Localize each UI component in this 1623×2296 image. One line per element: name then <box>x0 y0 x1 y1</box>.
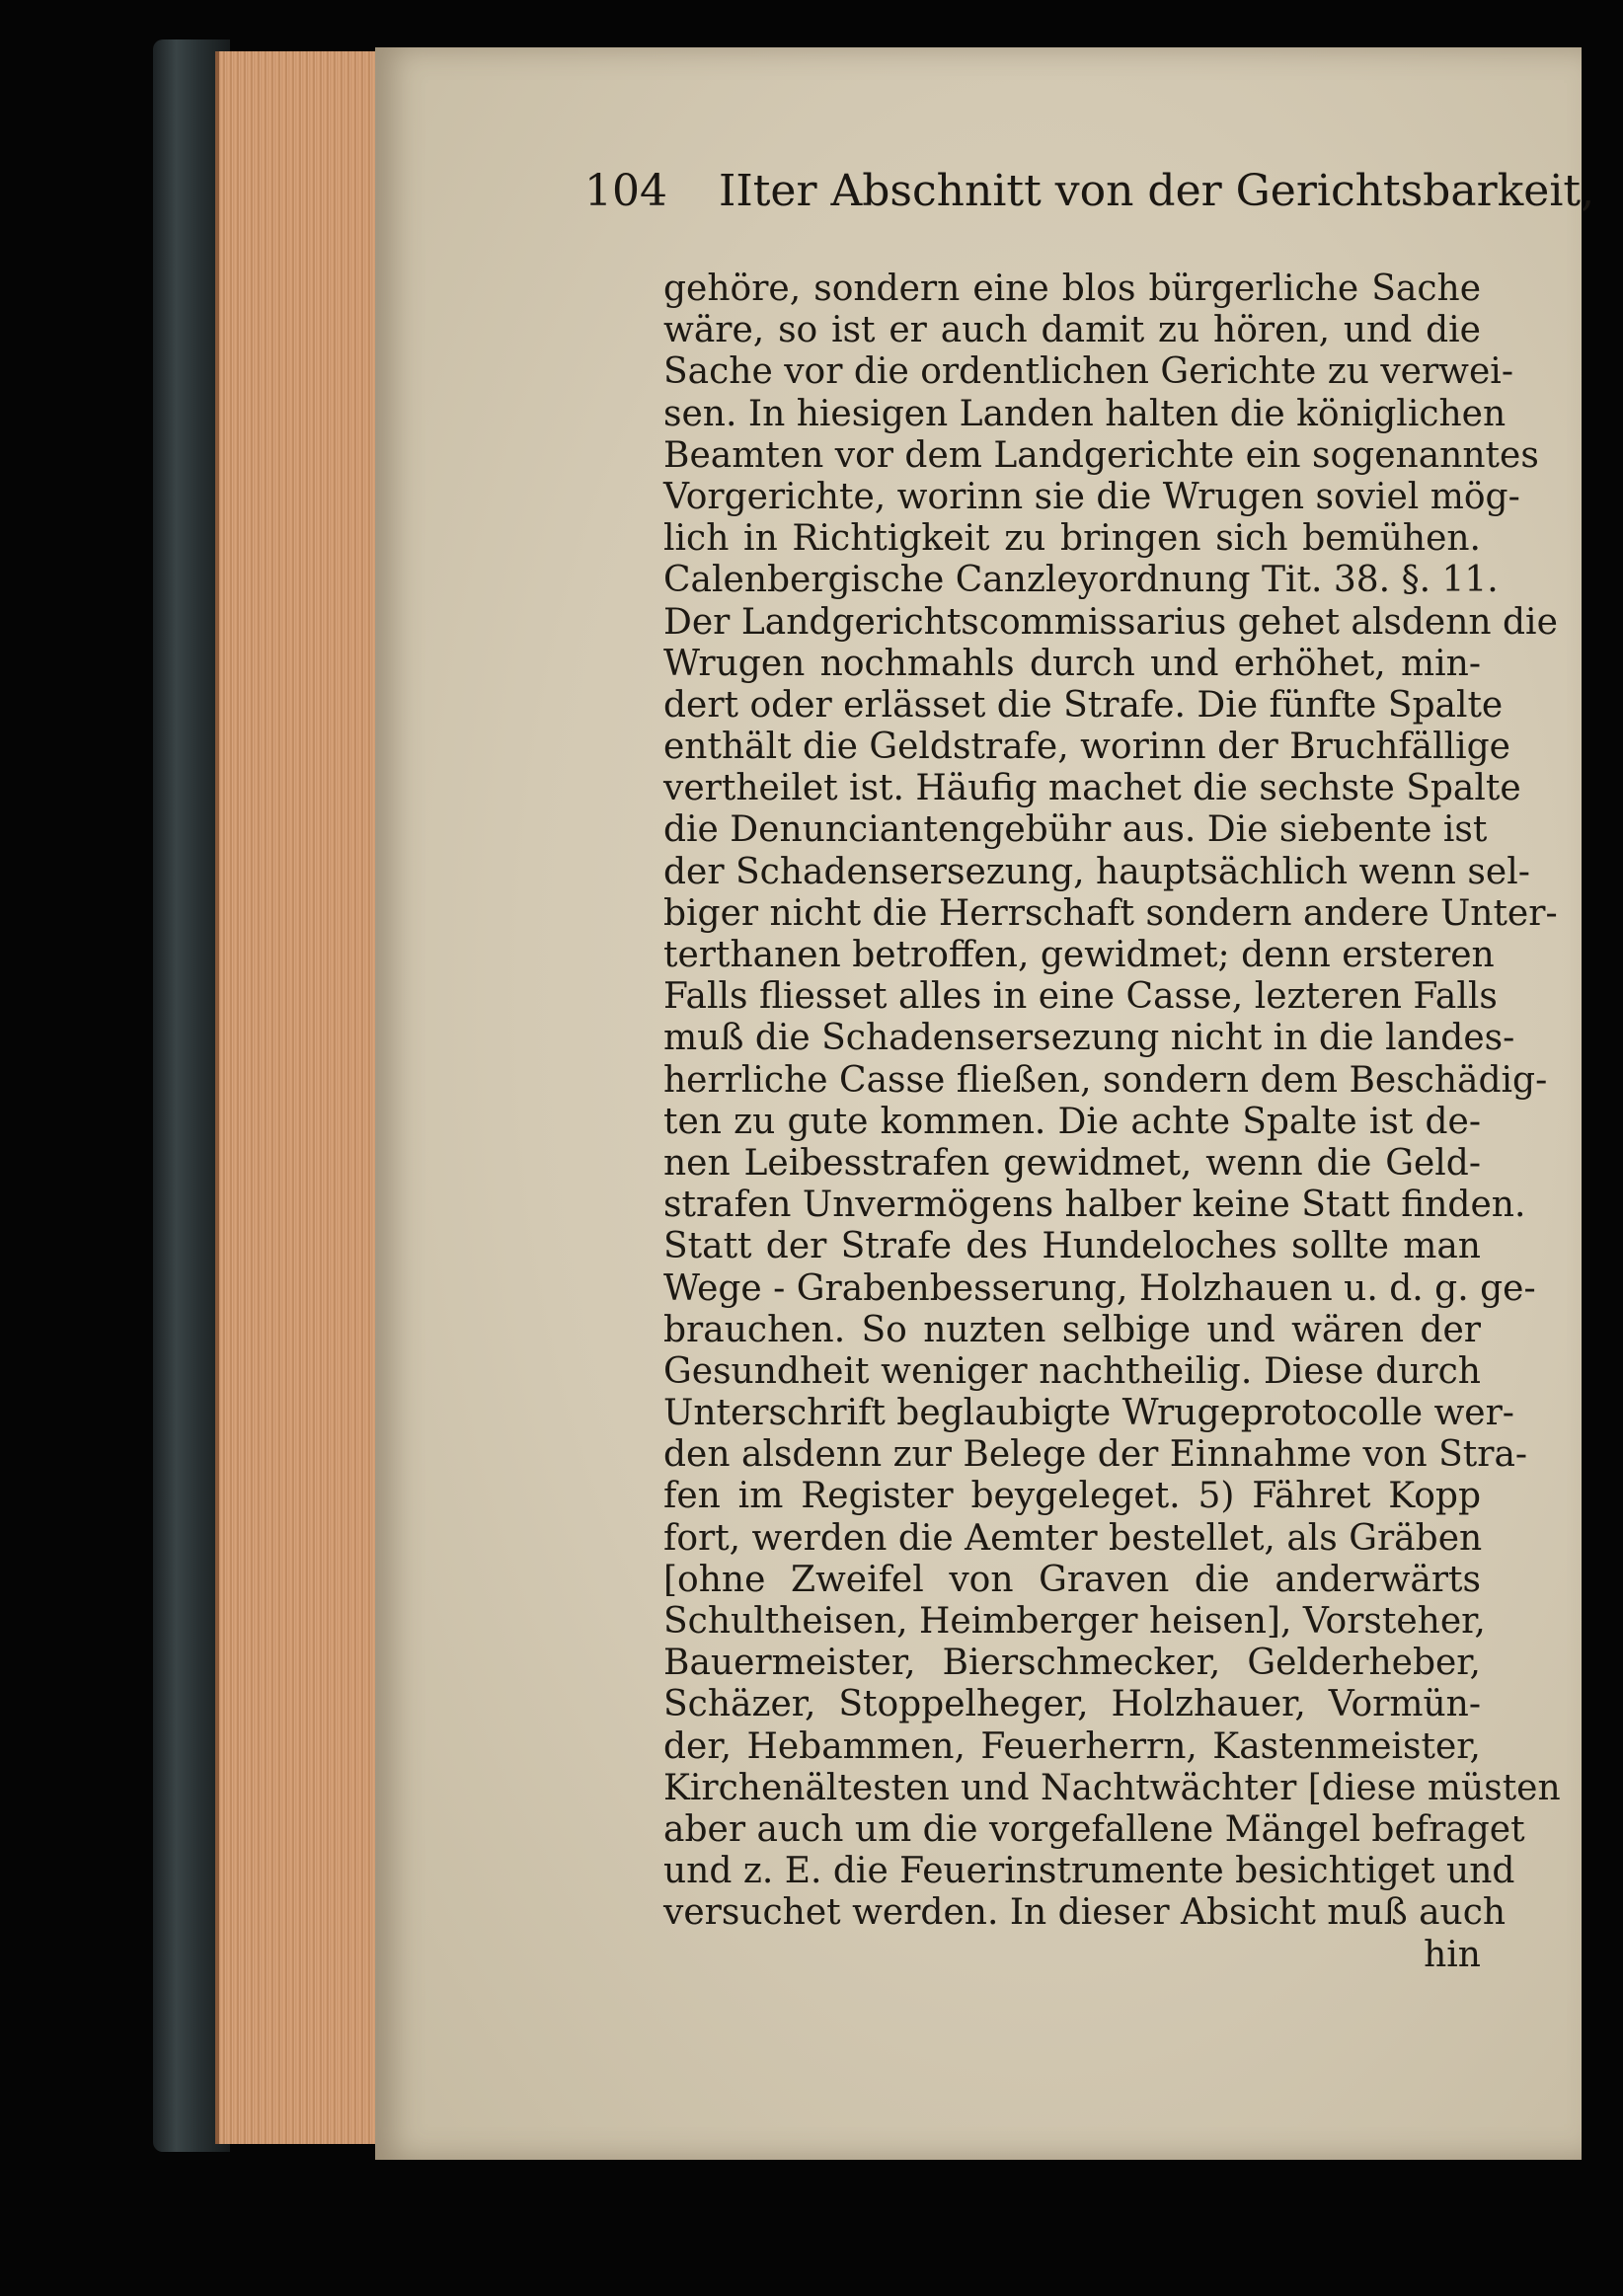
text-line: aber auch um die vorgefallene Mängel befraget <box>663 1808 1525 1850</box>
text-line: brauchen. So nuzten selbige und wären der <box>663 1309 1481 1350</box>
text-line: wäre, so ist er auch damit zu hören, und die <box>663 310 1481 351</box>
text-line: der Schadensersezung, hauptsächlich wenn sel- <box>663 851 1530 892</box>
text-line: Schäzer, Stoppelheger, Holzhauer, Vormün- <box>663 1684 1481 1725</box>
catchword: hin <box>1424 1934 1481 1975</box>
text-line: biger nicht die Herrschaft sondern andere Unter- <box>663 892 1558 934</box>
text-line: enthält die Geldstrafe, worinn der Bruchfällige <box>663 727 1510 768</box>
text-line: den alsdenn zur Belege der Einnahme von Stra- <box>663 1434 1528 1476</box>
text-line: ten zu gute kommen. Die achte Spalte ist de- <box>663 1101 1481 1142</box>
text-line: fort, werden die Aemter bestellet, als Gräben <box>663 1517 1483 1559</box>
text-line: Schultheisen, Heimberger heisen], Vorsteher, <box>663 1601 1486 1642</box>
text-line: und z. E. die Feuerinstrumente besichtiget und <box>663 1851 1515 1892</box>
running-header <box>584 166 1595 225</box>
text-line: Beamten vor dem Landgerichte ein sogenanntes <box>663 434 1539 476</box>
text-line: Wege - Grabenbesserung, Holzhauen u. d. g. ge- <box>663 1267 1536 1309</box>
text-line: Statt der Strafe des Hundeloches sollte man <box>663 1226 1481 1267</box>
text-line: gehöre, sondern eine blos bürgerliche Sache <box>663 268 1481 309</box>
text-line: Sache vor die ordentlichen Gerichte zu verwei- <box>663 351 1513 393</box>
text-line: Falls fliesset alles in eine Casse, lezteren Falls <box>663 976 1498 1018</box>
text-line: Der Landgerichtscommissarius gehet alsdenn die <box>663 601 1558 643</box>
text-line: nen Leibesstrafen gewidmet, wenn die Geld- <box>663 1142 1481 1184</box>
text-line: herrliche Casse fließen, sondern dem Beschädig- <box>663 1059 1548 1101</box>
text-line: lich in Richtigkeit zu bringen sich bemühen. <box>663 518 1481 560</box>
text-line: Gesundheit weniger nachtheilig. Diese durch <box>663 1350 1481 1392</box>
page-edges <box>215 51 387 2144</box>
text-line: sen. In hiesigen Landen halten die königlichen <box>663 393 1507 434</box>
text-line: der, Hebammen, Feuerherrn, Kastenmeister, <box>663 1725 1481 1767</box>
running-title: IIter Abschnitt von der Gerichtsbarkeit, <box>718 166 1595 216</box>
text-line: muß die Schadensersezung nicht in die landes- <box>663 1018 1515 1059</box>
text-line: vertheilet ist. Häufig machet die sechste Spalte <box>663 768 1521 809</box>
page-number: 104 <box>584 166 667 216</box>
text-line: Unterschrift beglaubigte Wrugeprotocolle wer- <box>663 1393 1514 1434</box>
text-line: fen im Register beygeleget. 5) Fähret Kopp <box>663 1476 1481 1517</box>
text-line: Calenbergische Canzleyordnung Tit. 38. §. 11. <box>663 560 1499 601</box>
text-line: strafen Unvermögens halber keine Statt finden. <box>663 1185 1526 1226</box>
text-line: Kirchenältesten und Nachtwächter [diese müsten <box>663 1767 1561 1808</box>
text-line: [ohne Zweifel von Graven die anderwärts <box>663 1559 1481 1600</box>
text-line: Bauermeister, Bierschmecker, Gelderheber, <box>663 1643 1481 1684</box>
text-line: Wrugen nochmahls durch und erhöhet, min- <box>663 643 1481 684</box>
text-line: die Denunciantengebühr aus. Die siebente ist <box>663 809 1488 851</box>
text-line: dert oder erlässet die Strafe. Die fünfte Spalte <box>663 684 1504 726</box>
text-line: Vorgerichte, worinn sie die Wrugen soviel mög- <box>663 476 1520 517</box>
text-line: terthanen betroffen, gewidmet; denn ersteren <box>663 935 1495 975</box>
text-line: versuchet werden. In dieser Absicht muß auch <box>663 1892 1507 1934</box>
body-text <box>663 268 1561 1976</box>
